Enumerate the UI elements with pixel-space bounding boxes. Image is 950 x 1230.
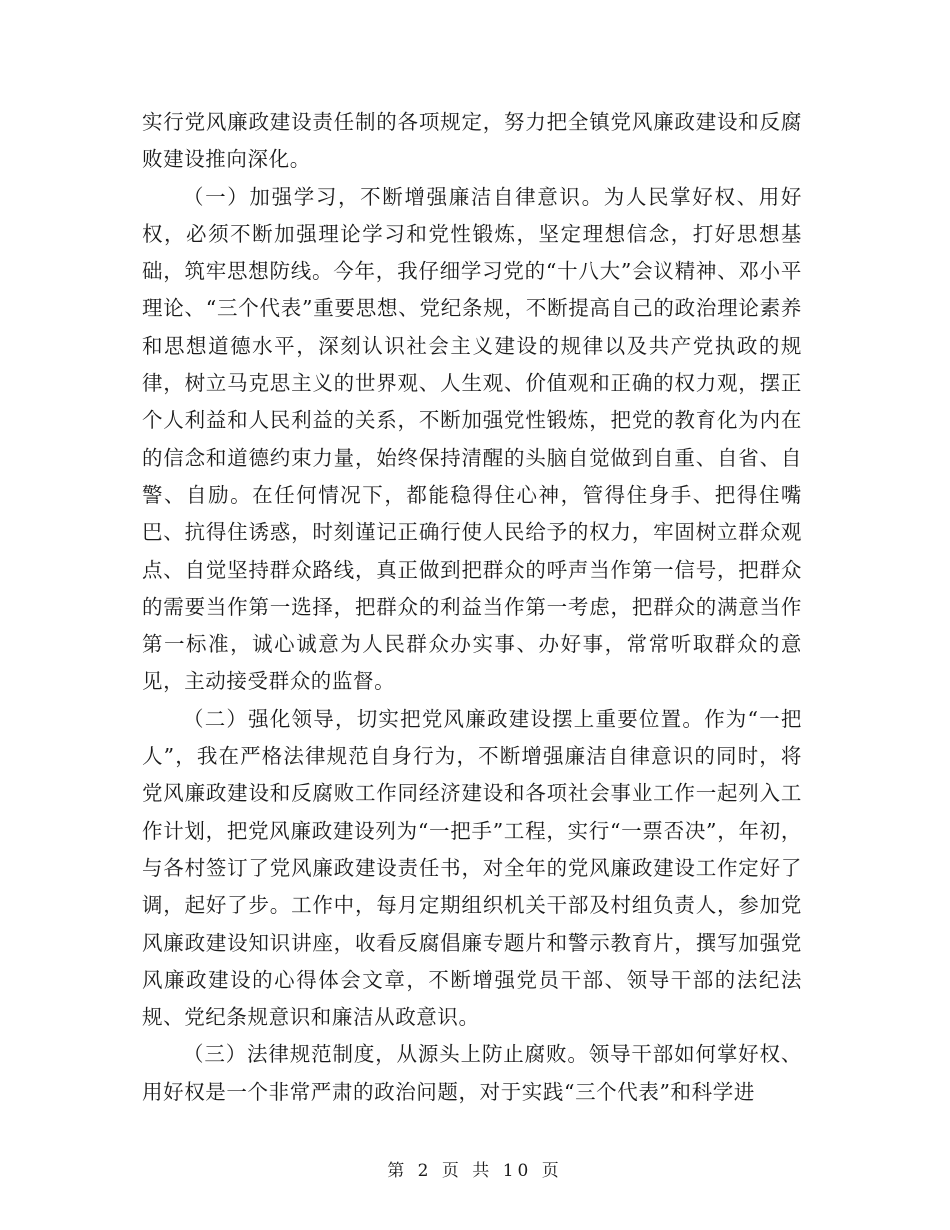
document-body xyxy=(142,104,802,1111)
page-number-footer: 第 2 页 共 10 页 xyxy=(387,1161,563,1181)
paragraph-continuation: 实行党风廉政建设责任制的各项规定，努力把全镇党风廉政建设和反腐败建设推向深化。 xyxy=(142,110,802,172)
paragraph-section-3: （三）法律规范制度，从源头上防止腐败。领导干部如何掌好权、用好权是一个非常严肃的政治问题，对于实践“三个代表”和科学进 xyxy=(142,1042,802,1104)
paragraph-section-2: （二）强化领导，切实把党风廉政建设摆上重要位置。作为“一把人”，我在严格法律规范自身行为，不断增强廉洁自律意识的同时，将党风廉政建设和反腐败工作同经济建设和各项社会事业工作一起列入工作计划，把党风廉政建设列为“一把手”工程，实行“一票否决”，年初，与各村签订了党风廉政建设责任书，对全年的党风廉政建设工作定好了调，起好了步。工作中，每月定期组织机关干部及村组负责人，参加党风廉政建设知识讲座，收看反腐倡廉专题片和警示教育片，撰写加强党风廉政建设的心得体会文章，不断增强党员干部、领导干部的法纪法规、党纪条规意识和廉洁从政意识。 xyxy=(142,706,802,1030)
paragraph-section-1: （一）加强学习，不断增强廉洁自律意识。为人民掌好权、用好权，必须不断加强理论学习和党性锻炼，坚定理想信念，打好思想基础，筑牢思想防线。今年，我仔细学习党的“十八大”会议精神、邓小平理论、“三个代表”重要思想、党纪条规，不断提高自己的政治理论素养和思想道德水平，深刻认识社会主义建设的规律以及共产党执政的规律，树立马克思主义的世界观、人生观、价值观和正确的权力观，摆正个人利益和人民利益的关系，不断加强党性锻炼，把党的教育化为内在的信念和道德约束力量，始终保持清醒的头脑自觉做到自重、自省、自警、自励。在任何情况下，都能稳得住心神，管得住身手、把得住嘴巴、抗得住诱惑，时刻谨记正确行使人民给予的权力，牢固树立群众观点、自觉坚持群众路线，真正做到把群众的呼声当作第一信号，把群众的需要当作第一选择，把群众的利益当作第一考虑，把群众的满意当作第一标准，诚心诚意为人民群众办实事、办好事，常常听取群众的意见，主动接受群众的监督。 xyxy=(142,184,802,694)
